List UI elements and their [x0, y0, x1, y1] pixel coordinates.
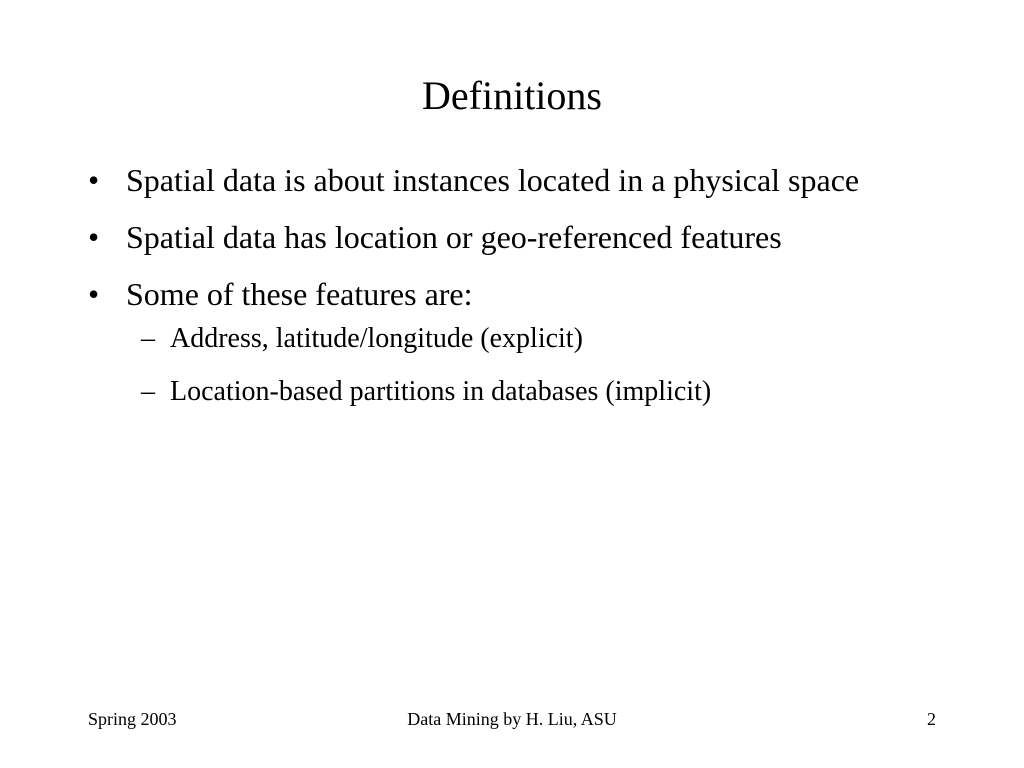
sub-bullet-marker: – — [141, 323, 155, 354]
sub-bullet-item — [126, 320, 880, 358]
bullet-text: Spatial data has location or geo-referenced features — [126, 219, 782, 255]
bullet-text: Some of these features are: — [126, 276, 473, 312]
footer-page-number: 2 — [927, 709, 936, 729]
footer-date: Spring 2003 — [88, 709, 177, 729]
sub-bullet-text: Location-based partitions in databases (implicit) — [170, 376, 712, 407]
slide-title: Definitions — [422, 73, 602, 118]
bullet-marker: • — [88, 219, 100, 255]
sub-bullet-list — [126, 320, 880, 411]
bullet-item — [80, 272, 880, 411]
footer-course: Data Mining by H. Liu, ASU — [407, 709, 617, 729]
sub-bullet-item — [126, 373, 880, 411]
bullet-text: Spatial data is about instances located in a physical space — [126, 162, 860, 198]
bullet-marker: • — [88, 162, 100, 198]
sub-bullet-marker: – — [141, 376, 155, 407]
bullet-marker: • — [88, 276, 100, 312]
sub-bullet-text: Address, latitude/longitude (explicit) — [170, 323, 583, 354]
bullet-item — [80, 215, 880, 259]
bullet-list — [80, 158, 880, 426]
bullet-item — [80, 158, 880, 202]
